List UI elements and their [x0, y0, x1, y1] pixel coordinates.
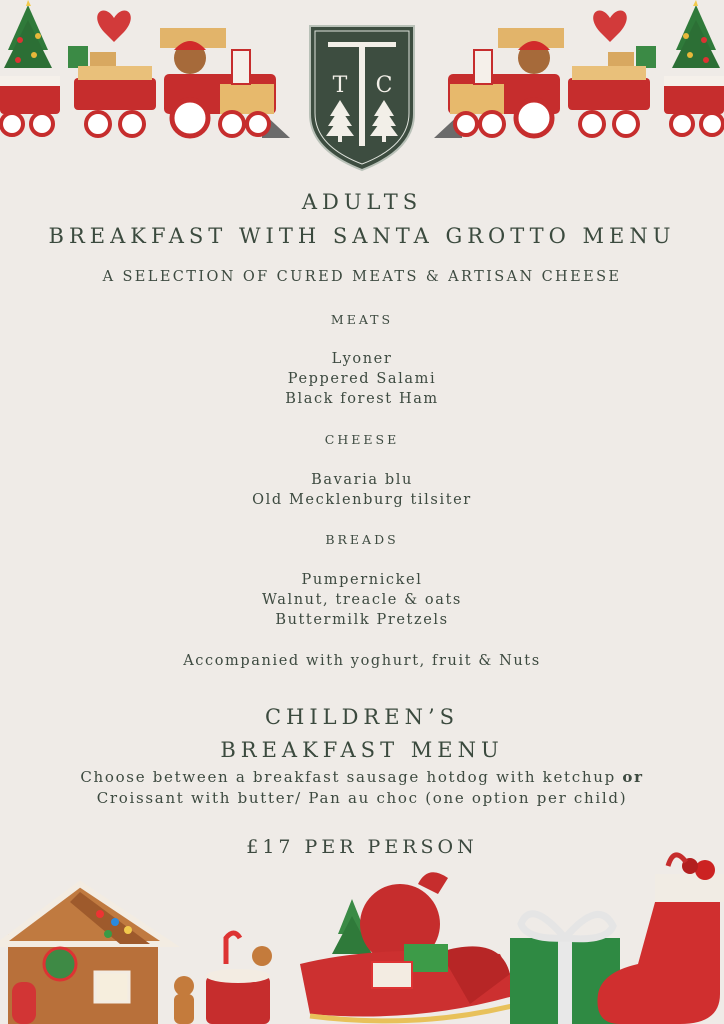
children-options — [0, 767, 724, 809]
breads-heading: BREADS — [325, 532, 399, 547]
christmas-train-left — [0, 0, 290, 150]
tc-shield-logo — [306, 22, 418, 174]
logo-letter-t: T — [332, 73, 348, 98]
adults-title: ADULTS — [301, 190, 423, 214]
meats-heading: MEATS — [330, 312, 394, 327]
menu-item: Black forest Ham — [285, 391, 439, 407]
menu-item: Buttermilk Pretzels — [275, 612, 449, 628]
hot-cocoa-mug — [206, 933, 272, 1024]
menu-item: Peppered Salami — [287, 371, 437, 387]
menu-item: Lyoner — [331, 351, 393, 367]
menu-item: Walnut, treacle & oats — [262, 592, 462, 608]
gingerbread-man-icon — [174, 976, 194, 1024]
meats-list — [0, 349, 724, 409]
menu-item: Pumpernickel — [301, 572, 423, 588]
christmas-tree-icon — [672, 0, 720, 68]
children-title: CHILDREN’S — [264, 705, 460, 729]
logo-letter-c: C — [375, 73, 393, 98]
gingerbread-house — [0, 884, 170, 1024]
breads-list — [0, 570, 724, 630]
children-menu-title: BREAKFAST MENU — [220, 738, 504, 762]
cheese-list — [0, 470, 724, 510]
price: £17 PER PERSON — [246, 836, 478, 858]
menu-item: Bavaria blu — [311, 472, 413, 488]
children-option-line-2: Croissant with butter/ Pan au choc (one option per child) — [96, 789, 628, 807]
menu-item: Old Mecklenburg tilsiter — [252, 492, 472, 508]
adults-menu-title: BREAKFAST WITH SANTA GROTTO MENU — [48, 224, 676, 248]
children-option-line-1 — [0, 767, 724, 788]
christmas-sleigh — [300, 872, 520, 1021]
accompaniment-text: Accompanied with yoghurt, fruit & Nuts — [183, 653, 541, 669]
option-or: or — [622, 768, 644, 786]
cheese-heading: CHEESE — [324, 432, 400, 447]
option-text: Choose between a breakfast sausage hotdog with ketchup — [80, 768, 616, 786]
adults-subtitle: A SELECTION OF CURED MEATS & ARTISAN CHEESE — [102, 269, 622, 285]
christmas-tree-icon — [4, 0, 52, 68]
christmas-bottom-scene — [0, 844, 724, 1024]
christmas-train-right — [434, 0, 724, 150]
